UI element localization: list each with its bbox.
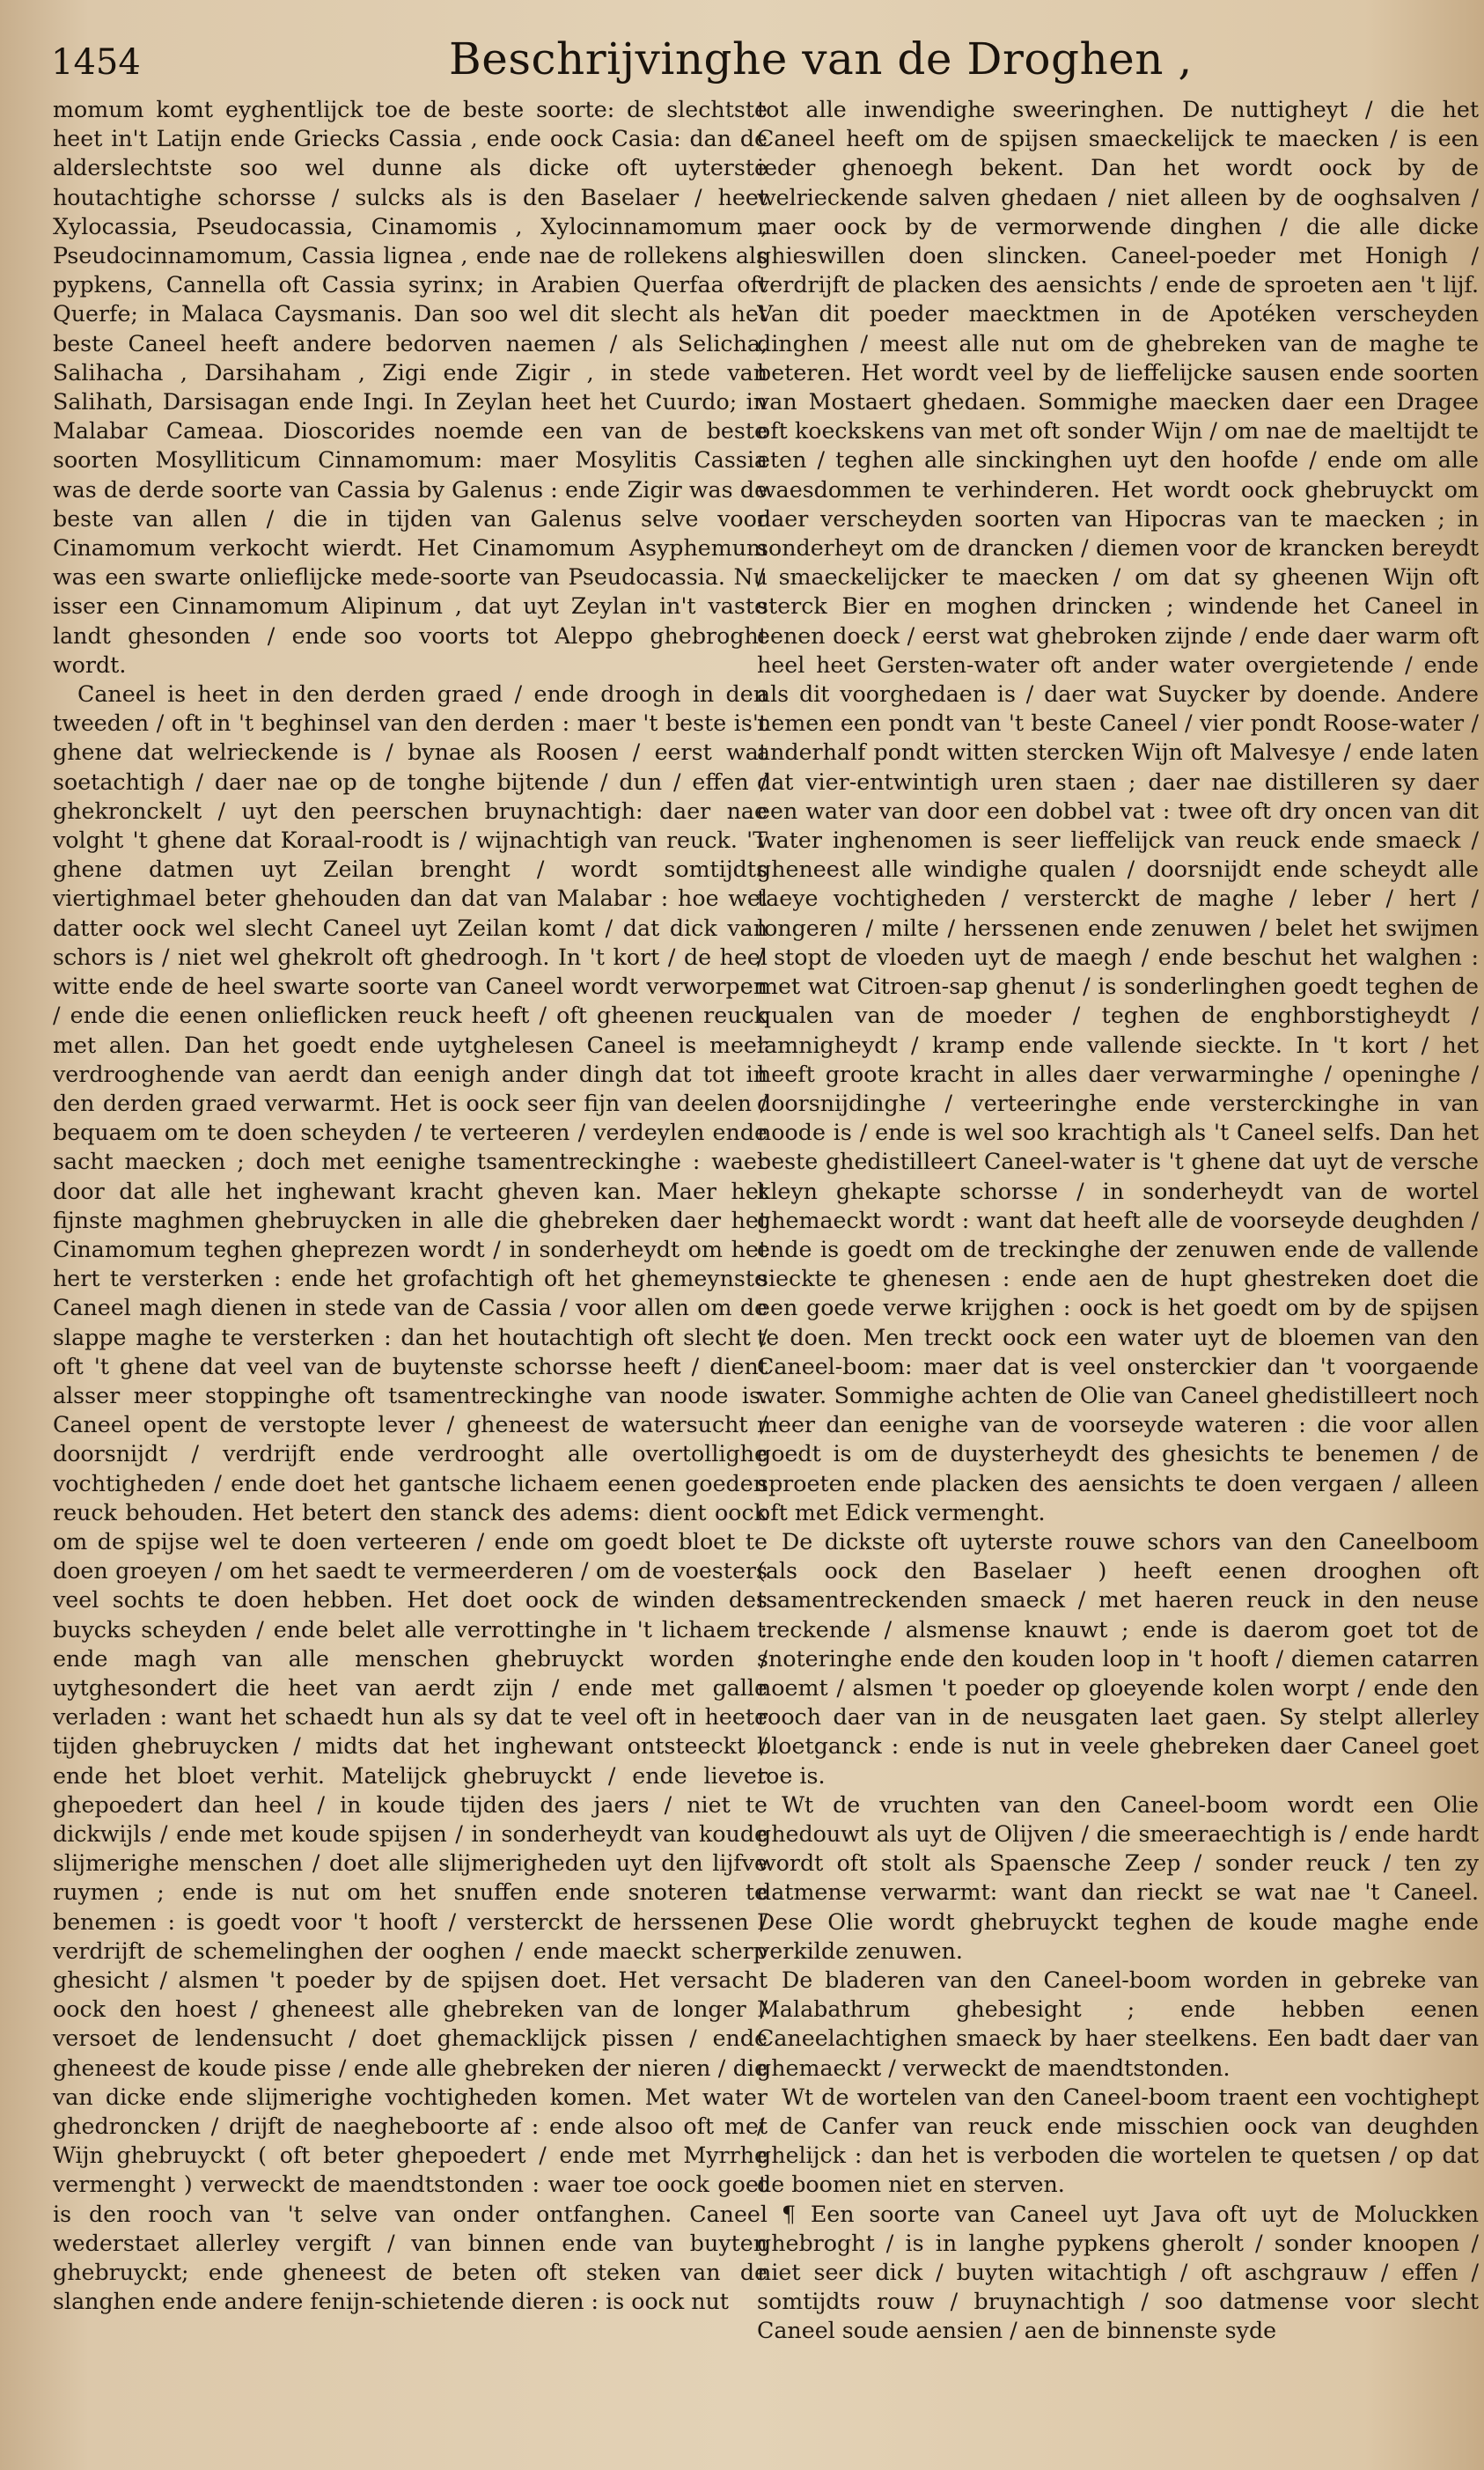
paragraph: tot alle inwendighe sweeringhen. De nuttigheyt / die het Caneel heeft om de spijsen smaeckelijck te maecken / is een ieder ghenoegh bekent. Dan het wordt oock by de welrieckende salven ghedaen / niet alleen by de ooghsalven / maer oock by de vermorwende dinghen / die alle dicke ghieswillen doen slincken. Caneel-poeder met Honigh / verdrijft de placken des aensichts / ende de sproeten aen 't lijf. Van dit poeder maecktmen in de Apotéken verscheyden dinghen / meest alle nut om de ghebreken van de maghe te beteren. Het wordt veel by de lieffelijcke sausen ende soorten van Mostaert ghedaen. Sommighe maecken daer een Dragee oft koeckskens van met oft sonder Wijn / om nae de maeltijdt te eten / teghen alle sinckinghen uyt den hoofde / ende om alle waesdommen te verhinderen. Het wordt oock ghebruyckt om daer verscheyden soorten van Hipocras van te maecken ; in sonderheyt om de drancken / diemen voor de krancken bereydt / smaeckelijcker te maecken / om dat sy gheenen Wijn oft sterck Bier en moghen drincken ; windende het Caneel in eenen doeck / eerst wat ghebroken zijnde / ende daer warm oft heel heet Gersten-water oft ander water overgietende / ende als dit voorghedaen is / daer wat Suycker by doende. Andere nemen een pondt van 't beste Caneel / vier pondt Roose-water / anderhalf pondt witten stercken Wijn oft Malvesye / ende laten dat vier-entwintigh uren staen ; daer nae distilleren sy daer een water van door een dobbel vat : twee oft dry oncen van dit water inghenomen is seer lieffelijck van reuck ende smaeck / gheneest alle windighe qualen / doorsnijdt ende scheydt alle taeye vochtigheden / versterckt de maghe / leber / hert / longeren / milte / herssenen ende zenuwen / belet het swijmen / stopt de vloeden uyt de maegh / ende beschut het walghen : met wat Citroen-sap ghenut / is sonderlinghen goedt teghen de qualen van de moeder / teghen de enghborstigheydt / lamnigheydt / kramp ende vallende sieckte. In 't kort / het heeft groote kracht in alles daer verwarminghe / openinghe / doorsnijdinghe / verteeringhe ende versterckinghe in van noode is / ende is wel soo krachtigh als 't Caneel selfs. Dan het beste ghedistilleert Caneel-water is 't ghene dat uyt de versche kleyn ghekapte schorsse / in sonderheydt van de wortel ghemaeckt wordt : want dat heeft alle de voorseyde deughden / ende is goedt om de treckinghe der zenuwen ende de vallende sieckte te ghenesen : ende aen de hupt ghestreken doet die een goede verwe krijghen : oock is het goedt om by de spijsen te doen. Men treckt oock een water uyt de bloemen van den Caneel-boom: maer dat is veel onsterckier dan 't voorgaende water. Sommighe achten de Olie van Caneel ghedistilleert noch meer dan eenighe van de voorseyde wateren : die voor allen goedt is om de duysterheydt des ghesichts te benemen / de sproeten ende placken des aensichts te doen vergaen / alleen oft met Edick vermenght. — [757, 97, 1479, 1525]
paragraph: Caneel is heet in den derden graed / ende droogh in den tweeden / oft in 't beghinsel van den derden : maer 't beste is't ghene dat welrieckende is / bynae als Roosen / eerst wat soetachtigh / daer nae op de tonghe bijtende / dun / effen / ghekronckelt / uyt den peerschen bruynachtigh: daer nae volght 't ghene dat Koraal-roodt is / wijnachtigh van reuck. 'T ghene datmen uyt Zeilan brenght / wordt somtijdts viertighmael beter ghehouden dan dat van Malabar : hoe wel datter oock wel slecht Caneel uyt Zeilan komt / dat dick van schors is / niet wel ghekrolt oft ghedroogh. In 't kort / de heel witte ende de heel swarte soorte van Caneel wordt verworpen / ende die eenen onlieflicken reuck heeft / oft gheenen reuck met allen. Dan het goedt ende uytghelesen Caneel is meer verdrooghende van aerdt dan eenigh ander dingh dat tot in den derden graed verwarmt. Het is oock seer fijn van deelen / bequaem om te doen scheyden / te verteeren / verdeylen ende sacht maecken ; doch met eenighe tsamentreckinghe : waer door dat alle het inghewant kracht gheven kan. Maer het fijnste maghmen ghebruycken in alle die ghebreken daer het Cinamomum teghen gheprezen wordt / in sonderheydt om het hert te versterken : ende het grofachtigh oft het ghemeynste Caneel magh dienen in stede van de Cassia / voor allen om de slappe maghe te versterken : dan het houtachtigh oft slecht / oft 't ghene dat veel van de buytenste schorsse heeft / dient alsser meer stoppinghe oft tsamentreckinghe van noode is. Caneel opent de verstopte lever / gheneest de watersucht / doorsnijdt / verdrijft ende verdrooght alle overtollighe vochtigheden / ende doet het gantsche lichaem eenen goeden reuck behouden. Het betert den stanck des adems: dient oock om de spijse wel te doen verteeren / ende om goedt bloet te doen groeyen / om het saedt te vermeerderen / om de voesters veel sochts te doen hebben. Het doet oock de winden des buycks scheyden / ende belet alle verrottinghe in 't lichaem : ende magh van alle menschen ghebruyckt worden / uytghesondert die heet van aerdt zijn / ende met galle verladen : want het schaedt hun als sy dat te veel oft in heete tijden ghebruycken / midts dat het inghewant ontsteeckt / ende het bloet verhit. Matelijck ghebruyckt / ende liever ghepoedert dan heel / in koude tijden des jaers / niet te dickwijls / ende met koude spijsen / in sonderheydt van koude slijmerighe menschen / doet alle slijmerigheden uyt den lijfve ruymen ; ende is nut om het snuffen ende snoteren te benemen : is goedt voor 't hooft / versterckt de herssenen / verdrijft de schemelinghen der ooghen / ende maeckt scherp ghesicht / alsmen 't poeder by de spijsen doet. Het versacht oock den hoest / gheneest alle ghebreken van de longer / versoet de lendensucht / doet ghemacklijck pissen / ende gheneest de koude pisse / ende alle ghebreken der nieren / die van dicke ende slijmerighe vochtigheden komen. Met water ghedroncken / drijft de naegheboorte af : ende alsoo oft met Wijn ghebruyckt ( oft beter ghepoedert / ende met Myrrhe vermenght ) verweckt de maendtstonden : waer toe oock goet is den rooch van 't selve van onder ontfanghen. Caneel wederstaet allerley vergift / van binnen ende van buyten ghebruyckt; ende gheneest de beten oft steken van de slanghen ende andere fenijn-schietende dieren : is oock nut — [53, 681, 768, 2315]
paragraph: momum komt eyghentlijck toe de beste soorte: de slechtste heet in't Latijn ende Griecks Cassia , ende oock Casia: dan de alderslechtste soo wel dunne als dicke oft uyterste houtachtighe schorsse / sulcks als is den Baselaer / heet Xylocassia, Pseudocassia, Cinamomis , Xylocinnamomum , Pseudocinnamomum, Cassia lignea , ende nae de rollekens als pypkens, Cannella oft Cassia syrinx; in Arabien Querfaa oft Querfe; in Malaca Caysmanis. Dan soo wel dit slecht als het beste Caneel heeft andere bedorven naemen / als Selicha, Salihacha , Darsihaham , Zigi ende Zigir , in stede van Salihath, Darsisagan ende Ingi. In Zeylan heet het Cuurdo; in Malabar Cameaa. Dioscorides noemde een van de beste soorten Mosylliticum Cinnamomum: maer Mosylitis Cassia was de derde soorte van Cassia by Galenus : ende Zigir was de beste van allen / die in tijden van Galenus selve voor Cinamomum verkocht wierdt. Het Cinamomum Asyphemum was een swarte onlieflijcke mede-soorte van Pseudocassia. Nu isser een Cinnamomum Alipinum , dat uyt Zeylan in't vaste landt ghesonden / ende soo voorts tot Aleppo ghebroght wordt. — [53, 97, 768, 678]
paragraph: Wt de vruchten van den Caneel-boom wordt een Olie ghedouwt als uyt de Olijven / die smeeraechtigh is / ende hardt wordt oft stolt als Spaensche Zeep / sonder reuck / ten zy datmense verwarmt: want dan rieckt se wat nae 't Caneel. Dese Olie wordt ghebruyckt teghen de koude maghe ende verkilde zenuwen. — [757, 1791, 1479, 1964]
paragraph: De dickste oft uyterste rouwe schors van den Caneelboom (als oock den Baselaer ) heeft eenen drooghen oft tsamentreckenden smaeck / met haeren reuck in den neuse treckende / alsmense knauwt ; ende is daerom goet tot de snoteringhe ende den kouden loop in 't hooft / diemen catarren noemt / alsmen 't poeder op gloeyende kolen worpt / ende den rooch daer van in de neusgaten laet gaen. Sy stelpt allerley bloetganck : ende is nut in veele ghebreken daer Caneel goet toe is. — [757, 1528, 1479, 1789]
page-header — [0, 26, 1484, 88]
running-head: Beschrijvinghe van de Droghen , — [449, 33, 1193, 85]
right-column — [757, 95, 1479, 2454]
paragraph: ¶ Een soorte van Caneel uyt Java oft uyt de Moluckken ghebroght / is in langhe pypkens gherolt / sonder knoopen / niet seer dick / buyten witachtigh / oft aschgrauw / effen / somtijdts rouw / bruynachtigh / soo datmense voor slecht Caneel soude aensien / aen de binnenste syde — [757, 2201, 1479, 2344]
left-column — [53, 95, 768, 2454]
paragraph: De bladeren van den Caneel-boom worden in gebreke van Malabathrum ghebesight ; ende hebben eenen Caneelachtighen smaeck by haer steelkens. Een badt daer van ghemaeckt / verweckt de maendtstonden. — [757, 1967, 1479, 2081]
paragraph: Wt de wortelen van den Caneel-boom traent een vochtighept / de Canfer van reuck ende misschien oock van deughden ghelijck : dan het is verboden die wortelen te quetsen / op dat de boomen niet en sterven. — [757, 2084, 1479, 2198]
page-number: 1454 — [51, 42, 141, 83]
